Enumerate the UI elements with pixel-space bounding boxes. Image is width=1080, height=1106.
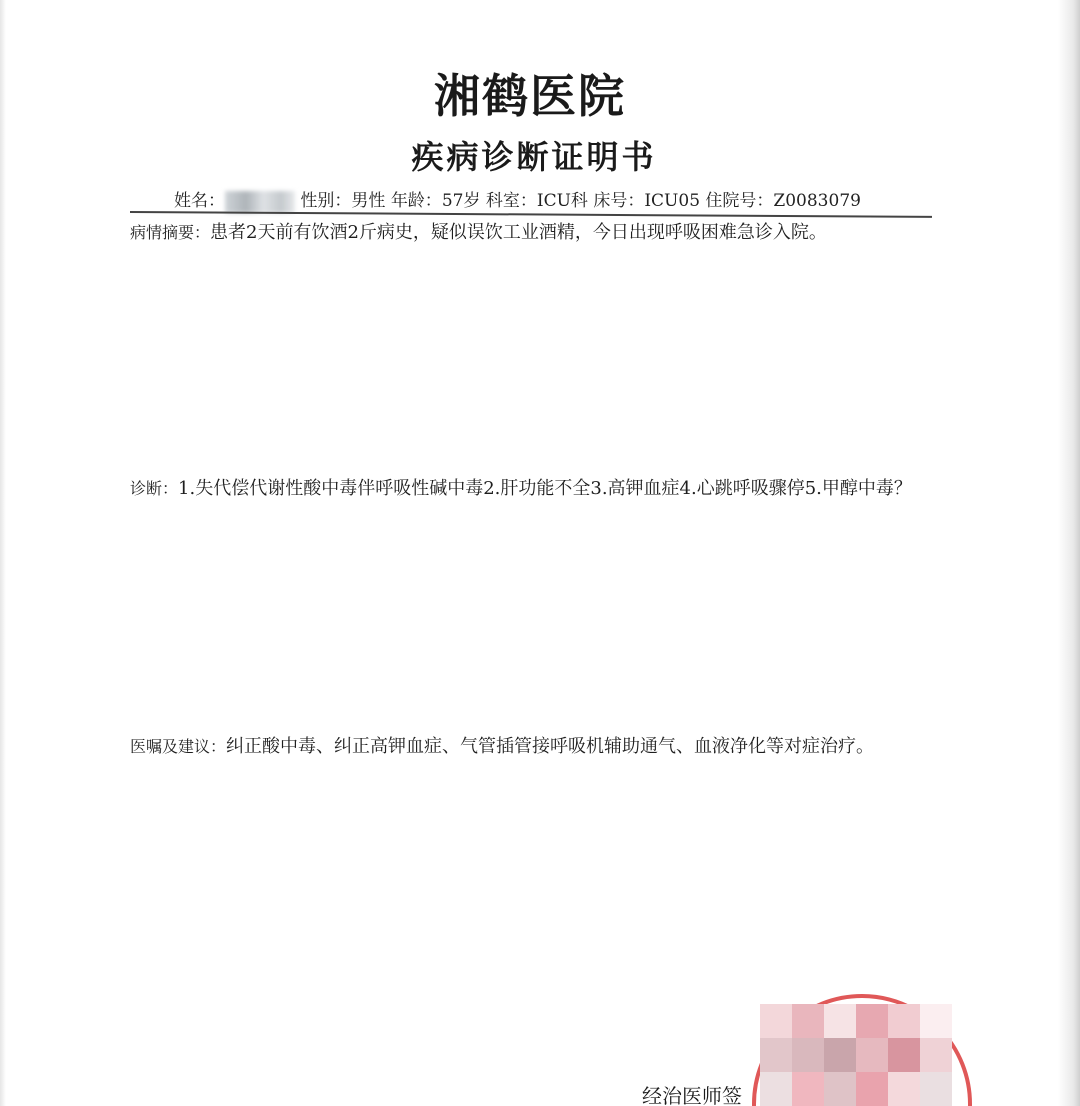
diagnosis-section — [130, 474, 938, 504]
condition-summary — [130, 218, 938, 248]
department-value: ICU科 — [536, 191, 588, 211]
bed-value: ICU05 — [644, 191, 701, 211]
hospital-name: 湘鹤医院 — [434, 69, 626, 123]
admission-number: Z0083079 — [773, 191, 861, 211]
patient-info-line — [174, 186, 861, 213]
document-title: 疾病诊断证明书 — [411, 138, 657, 176]
summary-text: 患者2天前有饮酒2斤病史，疑似误饮工业酒精，今日出现呼吸困难急诊入院。 — [210, 222, 827, 243]
gender-label: 性别： — [300, 191, 352, 211]
bed-label: 床号： — [593, 191, 645, 211]
seal-mosaic-redaction — [760, 1004, 952, 1106]
summary-label: 病情摘要： — [130, 223, 211, 242]
age-value: 57岁 — [441, 191, 481, 211]
admission-label: 住院号： — [705, 191, 774, 211]
diagnosis-text: 1.失代偿代谢性酸中毒伴呼吸性碱中毒2.肝功能不全3.高钾血症4.心跳呼吸骤停5.甲醇中毒？ — [178, 478, 912, 499]
gender-value: 男性 — [351, 191, 386, 211]
age-label: 年龄： — [390, 191, 442, 211]
advice-text: 纠正酸中毒、纠正高钾血症、气管插管接呼吸机辅助通气、血液净化等对症治疗。 — [226, 736, 875, 757]
medical-advice — [130, 732, 938, 762]
name-label: 姓名： — [174, 191, 225, 211]
attending-doctor-signature-label: 经治医师签 — [642, 1084, 742, 1106]
department-label: 科室： — [485, 191, 537, 211]
diagnosis-label: 诊断： — [130, 479, 179, 498]
advice-label: 医嘱及建议： — [130, 737, 227, 756]
patient-name-redacted — [225, 191, 295, 213]
